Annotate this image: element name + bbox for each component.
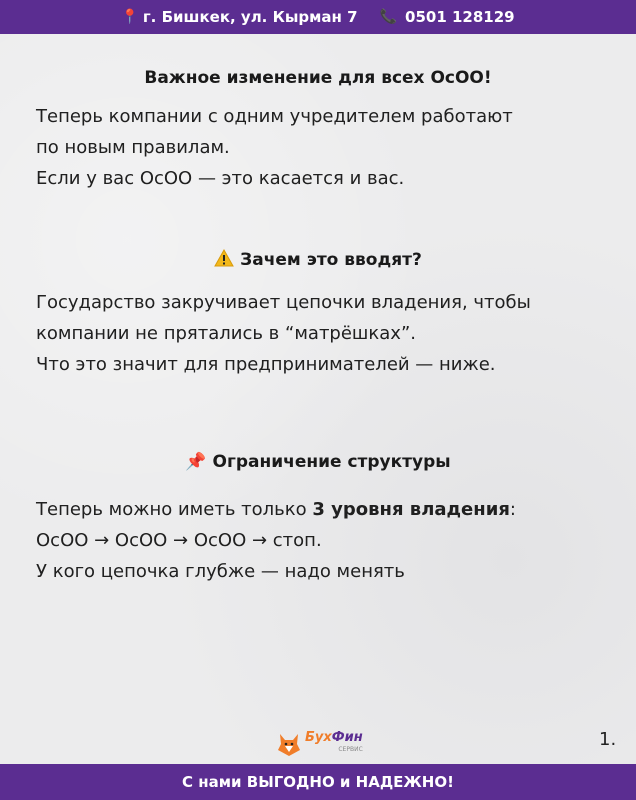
section2-body	[36, 287, 596, 380]
section1-line: Теперь компании с одним учредителем работают	[36, 106, 513, 127]
footer-slogan-bar	[0, 764, 636, 800]
section2-title: Зачем это вводят?	[240, 250, 422, 270]
footer-slogan: С нами ВЫГОДНО и НАДЕЖНО!	[182, 773, 454, 791]
section3-body	[36, 494, 596, 587]
section2-line: Государство закручивает цепочки владения, чтобы	[36, 292, 531, 313]
section3-line-3: У кого цепочка глубже — надо менять	[36, 561, 405, 582]
section3-line-1	[36, 494, 596, 525]
section2-line: компании не прятались в “матрёшках”.	[36, 323, 417, 344]
section2-heading	[0, 249, 636, 270]
phone-icon: 📞	[379, 9, 398, 25]
section1-line: по новым правилам.	[36, 137, 230, 158]
pushpin-icon: 📌	[185, 452, 207, 472]
buhfin-logo	[276, 724, 372, 764]
section1-body	[36, 101, 596, 194]
warning-icon	[214, 249, 234, 267]
logo-part1: Бух	[305, 730, 332, 745]
line1-prefix: Теперь можно иметь только	[36, 499, 313, 520]
location-pin-icon: 📍	[121, 9, 139, 25]
line1-suffix: :	[509, 499, 516, 520]
logo-text	[305, 732, 363, 756]
section3-heading	[0, 452, 636, 472]
top-contact-bar	[0, 0, 636, 34]
section3-title: Ограничение структуры	[212, 452, 451, 472]
ownership-levels-emphasis: 3 уровня владения	[312, 499, 510, 520]
page-number: 1.	[599, 729, 617, 750]
section2-line: Что это значит для предпринимателей — ниже.	[36, 354, 496, 375]
logo-subtitle: СЕРВИС	[338, 746, 363, 753]
section1-title: Важное изменение для всех ОсОО!	[144, 68, 492, 88]
address-text: г. Бишкек, ул. Кырман 7	[142, 8, 358, 26]
phone-number: 0501 128129	[405, 8, 515, 26]
section3-line-2: ОсОО → ОсОО → ОсОО → стоп.	[36, 530, 322, 551]
section1-line: Если у вас ОсОО — это касается и вас.	[36, 168, 405, 189]
fox-mascot-icon	[276, 730, 302, 758]
logo-part2: Фин	[331, 730, 363, 745]
